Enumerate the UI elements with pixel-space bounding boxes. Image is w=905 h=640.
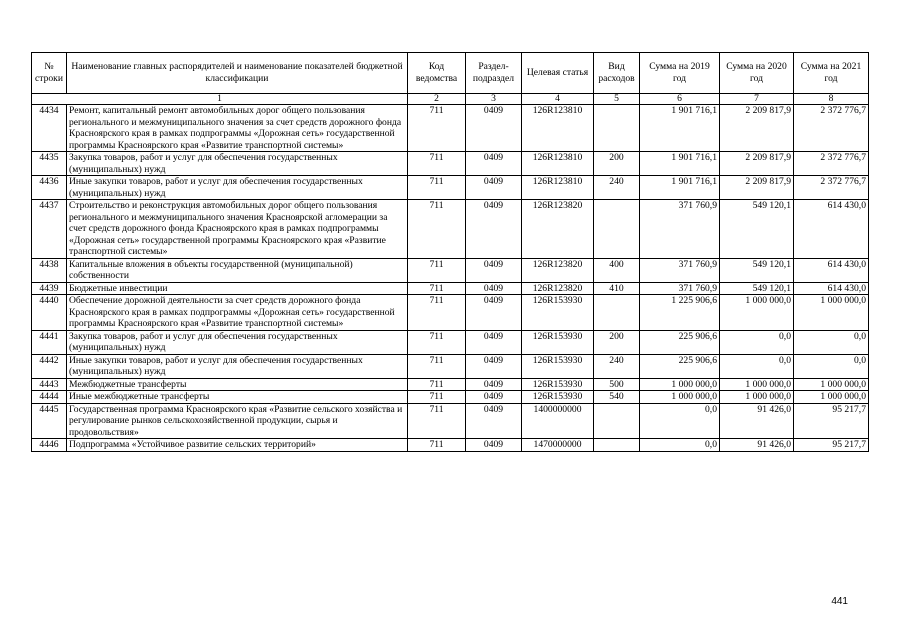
row-target: 126R123810 — [522, 105, 594, 152]
header-sum-2020: Сумма на 2020 год — [720, 53, 794, 94]
row-target: 126R123820 — [522, 258, 594, 282]
row-razdel: 0409 — [466, 105, 522, 152]
header-name: Наименование главных распорядителей и наименование показателей бюджетной классификации — [67, 53, 408, 94]
row-sum-2020: 91 426,0 — [720, 403, 794, 439]
row-sum-2019: 1 000 000,0 — [640, 391, 720, 404]
row-razdel: 0409 — [466, 282, 522, 295]
row-sum-2019: 225 906,6 — [640, 330, 720, 354]
row-ved: 711 — [408, 439, 466, 452]
row-vid: 500 — [594, 378, 640, 391]
row-sum-2019: 0,0 — [640, 439, 720, 452]
row-sum-2021: 614 430,0 — [794, 200, 869, 259]
table-row — [32, 378, 869, 391]
column-number: 7 — [720, 94, 794, 105]
row-target: 126R123820 — [522, 282, 594, 295]
row-vid: 200 — [594, 330, 640, 354]
row-vid — [594, 200, 640, 259]
column-number: 2 — [408, 94, 466, 105]
header-row — [32, 53, 869, 94]
row-number: 4436 — [32, 176, 67, 200]
row-vid: 240 — [594, 176, 640, 200]
column-number: 4 — [522, 94, 594, 105]
row-vid: 400 — [594, 258, 640, 282]
row-sum-2020: 0,0 — [720, 354, 794, 378]
row-target: 126R153930 — [522, 354, 594, 378]
column-number: 1 — [32, 94, 408, 105]
row-sum-2019: 371 760,9 — [640, 258, 720, 282]
row-razdel: 0409 — [466, 200, 522, 259]
row-ved: 711 — [408, 152, 466, 176]
row-razdel: 0409 — [466, 330, 522, 354]
row-sum-2020: 1 000 000,0 — [720, 295, 794, 331]
table-row — [32, 176, 869, 200]
row-target: 1400000000 — [522, 403, 594, 439]
row-name: Иные межбюджетные трансферты — [67, 391, 408, 404]
row-number: 4443 — [32, 378, 67, 391]
row-razdel: 0409 — [466, 354, 522, 378]
row-sum-2019: 1 901 716,1 — [640, 176, 720, 200]
row-ved: 711 — [408, 295, 466, 331]
table-row — [32, 105, 869, 152]
row-name: Иные закупки товаров, работ и услуг для обеспечения государственных (муниципальных) нужд — [67, 354, 408, 378]
row-razdel: 0409 — [466, 378, 522, 391]
row-sum-2021: 2 372 776,7 — [794, 176, 869, 200]
row-number: 4438 — [32, 258, 67, 282]
row-number: 4439 — [32, 282, 67, 295]
row-sum-2020: 549 120,1 — [720, 282, 794, 295]
table-row — [32, 200, 869, 259]
row-razdel: 0409 — [466, 176, 522, 200]
row-sum-2019: 1 225 906,6 — [640, 295, 720, 331]
row-sum-2021: 1 000 000,0 — [794, 295, 869, 331]
row-name: Закупка товаров, работ и услуг для обеспечения государственных (муниципальных) нужд — [67, 330, 408, 354]
column-number: 8 — [794, 94, 869, 105]
row-ved: 711 — [408, 282, 466, 295]
row-sum-2020: 1 000 000,0 — [720, 378, 794, 391]
row-number: 4445 — [32, 403, 67, 439]
row-target: 126R153930 — [522, 295, 594, 331]
row-vid: 410 — [594, 282, 640, 295]
row-razdel: 0409 — [466, 403, 522, 439]
row-name: Капитальные вложения в объекты государственной (муниципальной) собственности — [67, 258, 408, 282]
header-target: Целевая статья — [522, 53, 594, 94]
row-sum-2021: 614 430,0 — [794, 258, 869, 282]
row-sum-2021: 2 372 776,7 — [794, 152, 869, 176]
row-ved: 711 — [408, 378, 466, 391]
row-razdel: 0409 — [466, 391, 522, 404]
table-row — [32, 354, 869, 378]
row-razdel: 0409 — [466, 439, 522, 452]
row-sum-2020: 0,0 — [720, 330, 794, 354]
row-number: 4440 — [32, 295, 67, 331]
row-number: 4437 — [32, 200, 67, 259]
row-number: 4446 — [32, 439, 67, 452]
row-sum-2019: 1 000 000,0 — [640, 378, 720, 391]
row-ved: 711 — [408, 105, 466, 152]
row-number: 4435 — [32, 152, 67, 176]
table-row — [32, 258, 869, 282]
row-vid: 200 — [594, 152, 640, 176]
row-vid — [594, 403, 640, 439]
row-target: 126R123810 — [522, 176, 594, 200]
row-ved: 711 — [408, 176, 466, 200]
row-vid: 240 — [594, 354, 640, 378]
row-sum-2021: 1 000 000,0 — [794, 391, 869, 404]
row-sum-2020: 1 000 000,0 — [720, 391, 794, 404]
row-ved: 711 — [408, 391, 466, 404]
row-sum-2019: 225 906,6 — [640, 354, 720, 378]
budget-table — [31, 52, 869, 452]
row-sum-2021: 0,0 — [794, 330, 869, 354]
row-sum-2020: 549 120,1 — [720, 200, 794, 259]
header-vid: Вид расходов — [594, 53, 640, 94]
row-vid: 540 — [594, 391, 640, 404]
column-number: 3 — [466, 94, 522, 105]
table-row — [32, 282, 869, 295]
row-sum-2021: 1 000 000,0 — [794, 378, 869, 391]
row-razdel: 0409 — [466, 152, 522, 176]
row-target: 126R123810 — [522, 152, 594, 176]
row-name: Ремонт, капитальный ремонт автомобильных дорог общего пользования регионального и межмуниципального значения за счет средств дорожного фонда Красноярского края в рамках подпрограммы «Дорожная сеть» государственной программы Красноярского края «Развитие транспортной системы» — [67, 105, 408, 152]
table-row — [32, 330, 869, 354]
row-sum-2020: 2 209 817,9 — [720, 176, 794, 200]
row-sum-2019: 0,0 — [640, 403, 720, 439]
row-target: 126R153930 — [522, 330, 594, 354]
table-row — [32, 403, 869, 439]
header-sum-2019: Сумма на 2019 год — [640, 53, 720, 94]
header-ved: Код ведомства — [408, 53, 466, 94]
row-ved: 711 — [408, 354, 466, 378]
row-target: 126R123820 — [522, 200, 594, 259]
row-name: Строительство и реконструкция автомобильных дорог общего пользования регионального и межмуниципального значения Красноярской агломерации за счет средств дорожного фонда Красноярского края в рамках подпрограммы «Дорожная сеть» государственной программы Красноярского края «Развитие транспортной системы» — [67, 200, 408, 259]
header-sum-2021: Сумма на 2021 год — [794, 53, 869, 94]
row-target: 126R153930 — [522, 391, 594, 404]
row-razdel: 0409 — [466, 295, 522, 331]
row-name: Подпрограмма «Устойчивое развитие сельских территорий» — [67, 439, 408, 452]
row-number: 4444 — [32, 391, 67, 404]
page-number: 441 — [831, 596, 848, 607]
row-sum-2020: 2 209 817,9 — [720, 105, 794, 152]
row-sum-2020: 549 120,1 — [720, 258, 794, 282]
row-target: 1470000000 — [522, 439, 594, 452]
row-sum-2020: 2 209 817,9 — [720, 152, 794, 176]
row-number: 4434 — [32, 105, 67, 152]
row-sum-2021: 2 372 776,7 — [794, 105, 869, 152]
row-name: Межбюджетные трансферты — [67, 378, 408, 391]
row-sum-2019: 371 760,9 — [640, 282, 720, 295]
row-vid — [594, 439, 640, 452]
row-name: Государственная программа Красноярского края «Развитие сельского хозяйства и регулирование рынков сельскохозяйственной продукции, сырья и продовольствия» — [67, 403, 408, 439]
row-razdel: 0409 — [466, 258, 522, 282]
header-razdel: Раздел- подраздел — [466, 53, 522, 94]
row-name: Обеспечение дорожной деятельности за счет средств дорожного фонда Красноярского края в рамках подпрограммы «Дорожная сеть» государственной программы Красноярского края «Развитие транспортной системы» — [67, 295, 408, 331]
row-number: 4442 — [32, 354, 67, 378]
column-number-row — [32, 94, 869, 105]
row-name: Иные закупки товаров, работ и услуг для обеспечения государственных (муниципальных) нужд — [67, 176, 408, 200]
table-row — [32, 295, 869, 331]
table-row — [32, 391, 869, 404]
row-ved: 711 — [408, 403, 466, 439]
row-vid — [594, 295, 640, 331]
table-row — [32, 439, 869, 452]
row-ved: 711 — [408, 330, 466, 354]
row-sum-2019: 1 901 716,1 — [640, 152, 720, 176]
row-vid — [594, 105, 640, 152]
row-sum-2019: 371 760,9 — [640, 200, 720, 259]
row-name: Бюджетные инвестиции — [67, 282, 408, 295]
row-sum-2021: 614 430,0 — [794, 282, 869, 295]
column-number: 6 — [640, 94, 720, 105]
row-target: 126R153930 — [522, 378, 594, 391]
row-ved: 711 — [408, 258, 466, 282]
row-name: Закупка товаров, работ и услуг для обеспечения государственных (муниципальных) нужд — [67, 152, 408, 176]
row-sum-2021: 95 217,7 — [794, 439, 869, 452]
row-sum-2021: 0,0 — [794, 354, 869, 378]
column-number: 5 — [594, 94, 640, 105]
row-sum-2021: 95 217,7 — [794, 403, 869, 439]
row-number: 4441 — [32, 330, 67, 354]
row-sum-2019: 1 901 716,1 — [640, 105, 720, 152]
row-ved: 711 — [408, 200, 466, 259]
header-num: № строки — [32, 53, 67, 94]
table-row — [32, 152, 869, 176]
row-sum-2020: 91 426,0 — [720, 439, 794, 452]
